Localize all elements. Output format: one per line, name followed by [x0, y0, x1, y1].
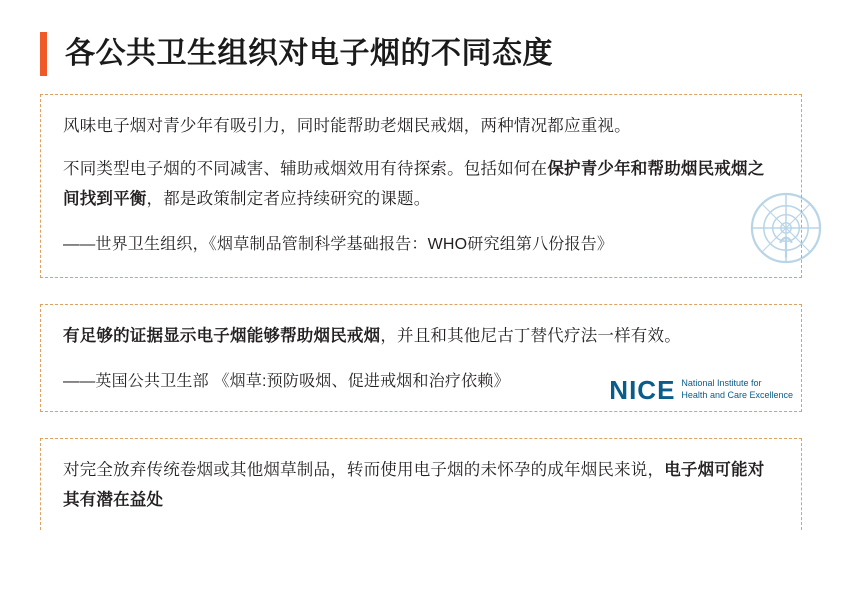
nice-logo-subtitle-line1: National Institute for: [681, 378, 762, 389]
quote-block-who: [40, 94, 802, 278]
paragraph-segment: 不同类型电子烟的不同减害、辅助戒烟效用有待探索。包括如何在: [63, 159, 548, 178]
quote-source: ——世界卫生组织，《烟草制品管制科学基础报告：WHO研究组第八份报告》: [63, 235, 614, 253]
quote-paragraph: [63, 154, 779, 215]
paragraph-segment: 风味电子烟对青少年有吸引力，同时能帮助老烟民戒烟，两种情况都应重视。: [63, 117, 631, 135]
paragraph-segment-bold: 有足够的证据显示电子烟能够帮助烟民戒烟: [63, 327, 381, 346]
paragraph-segment-bold: 电子烟可能对其有潜在益处: [63, 460, 765, 510]
nice-logo: [609, 374, 793, 405]
quote-source: ——英国公共卫生部 《烟草:预防吸烟、促进戒烟和治疗依赖》: [63, 372, 510, 390]
page-title: [40, 0, 802, 94]
nice-logo-wordmark: NICE: [609, 374, 676, 405]
quote-block-phe: [40, 304, 802, 411]
quote-paragraph: [63, 321, 779, 352]
paragraph-segment-bold: 保护青少年和帮助烟民戒烟之间找到平衡: [63, 159, 765, 209]
quote-paragraph: [63, 455, 779, 516]
quote-block-fda: [40, 438, 802, 530]
paragraph-segment: 对完全放弃传统卷烟或其他烟草制品，转而使用电子烟的未怀孕的成年烟民来说，: [63, 460, 665, 479]
paragraph-segment: ，都是政策制定者应持续研究的课题。: [146, 190, 431, 209]
paragraph-segment: ，并且和其他尼古丁替代疗法一样有效。: [380, 327, 681, 346]
nice-logo-subtitle: [681, 378, 793, 401]
nice-logo-subtitle-line2: Health and Care Excellence: [681, 389, 793, 400]
who-emblem-icon: [749, 191, 823, 265]
page-title-text: 各公共卫生组织对电子烟的不同态度: [65, 37, 553, 70]
quote-paragraph: [63, 111, 779, 142]
title-accent-bar: [40, 32, 47, 76]
